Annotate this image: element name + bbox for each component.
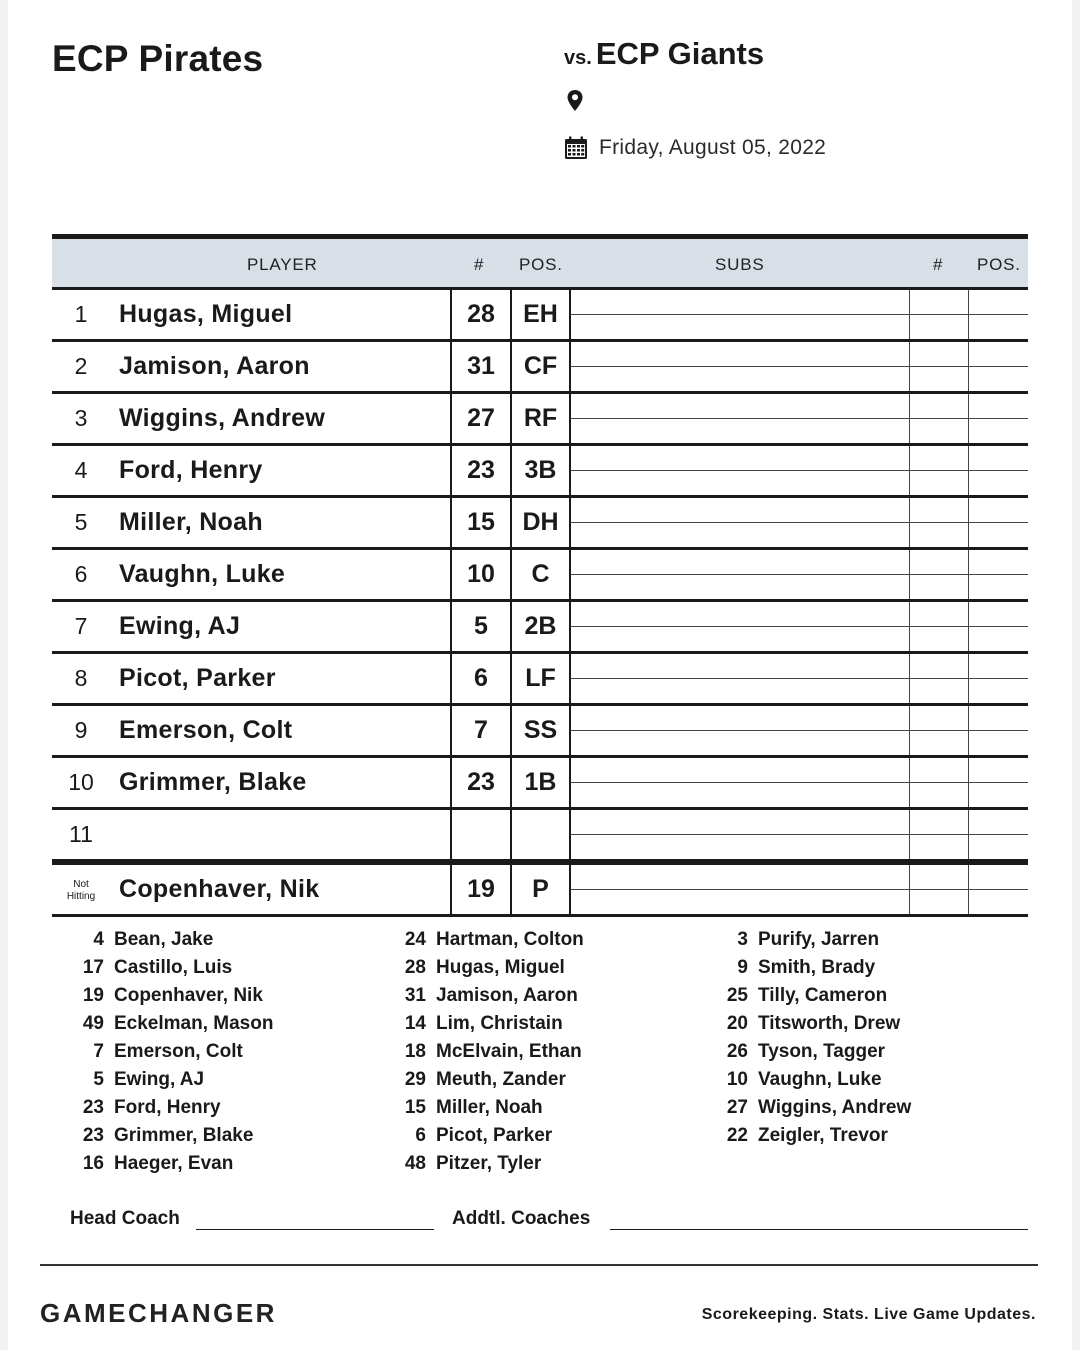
roster-item bbox=[374, 954, 584, 982]
player-name: Miller, Noah bbox=[119, 508, 263, 536]
roster-name: Lim, Christain bbox=[436, 1013, 563, 1034]
not-hitting-row bbox=[52, 862, 1028, 917]
player-number: 7 bbox=[474, 716, 488, 744]
roster-name: McElvain, Ethan bbox=[436, 1041, 582, 1062]
roster-name: Copenhaver, Nik bbox=[114, 985, 263, 1006]
roster-item bbox=[374, 1094, 584, 1122]
roster-name: Pitzer, Tyler bbox=[436, 1153, 542, 1174]
player-number: 28 bbox=[467, 300, 495, 328]
roster-name: Emerson, Colt bbox=[114, 1041, 243, 1062]
roster-item bbox=[52, 982, 273, 1010]
batting-order: 7 bbox=[74, 613, 88, 639]
roster-item bbox=[696, 1066, 911, 1094]
player-name: Wiggins, Andrew bbox=[119, 404, 326, 432]
opponent-heading bbox=[564, 36, 764, 72]
roster-name: Eckelman, Mason bbox=[114, 1013, 274, 1034]
header-number: # bbox=[474, 255, 485, 274]
player-name: Copenhaver, Nik bbox=[119, 875, 320, 903]
roster-column-1 bbox=[52, 926, 273, 1178]
roster-name: Purify, Jarren bbox=[758, 929, 880, 950]
batting-order: 3 bbox=[74, 405, 88, 431]
roster-name: Haeger, Evan bbox=[114, 1153, 234, 1174]
roster-item bbox=[52, 954, 273, 982]
roster-name: Picot, Parker bbox=[436, 1125, 553, 1146]
player-position: C bbox=[531, 560, 550, 588]
roster-name: Tyson, Tagger bbox=[758, 1041, 886, 1062]
player-number: 31 bbox=[467, 352, 495, 380]
player-position: SS bbox=[523, 716, 558, 744]
player-number: 5 bbox=[474, 612, 488, 640]
roster-number: 10 bbox=[726, 1069, 748, 1090]
player-position: 3B bbox=[524, 456, 557, 484]
lineup-row bbox=[52, 446, 1028, 498]
roster-number: 4 bbox=[93, 929, 104, 950]
batting-order: 8 bbox=[74, 665, 88, 691]
roster-number: 20 bbox=[726, 1013, 748, 1034]
roster-item bbox=[52, 1066, 273, 1094]
roster-name: Hugas, Miguel bbox=[436, 957, 565, 978]
player-position: DH bbox=[522, 508, 559, 536]
roster-item bbox=[52, 1010, 273, 1038]
roster-name: Bean, Jake bbox=[114, 929, 214, 950]
tagline: Scorekeeping. Stats. Live Game Updates. bbox=[701, 1306, 1036, 1323]
player-number: 6 bbox=[474, 664, 488, 692]
roster-number: 7 bbox=[93, 1041, 104, 1062]
addtl-coaches-line bbox=[610, 1229, 1028, 1230]
player-name: Picot, Parker bbox=[119, 664, 276, 692]
roster-item bbox=[52, 926, 273, 954]
player-name: Hugas, Miguel bbox=[119, 300, 293, 328]
calendar-icon bbox=[564, 136, 588, 160]
roster-name: Smith, Brady bbox=[758, 957, 876, 978]
date-row bbox=[564, 136, 826, 160]
batting-order: 9 bbox=[74, 717, 88, 743]
batting-order: 1 bbox=[74, 301, 88, 327]
roster-column-2 bbox=[374, 926, 584, 1178]
roster-item bbox=[696, 1038, 911, 1066]
roster-number: 27 bbox=[726, 1097, 748, 1118]
player-position: P bbox=[532, 875, 549, 903]
player-name: Vaughn, Luke bbox=[119, 560, 286, 588]
roster-number: 5 bbox=[93, 1069, 104, 1090]
roster-item bbox=[374, 1122, 584, 1150]
roster-name: Zeigler, Trevor bbox=[758, 1125, 888, 1146]
lineup-row bbox=[52, 758, 1028, 810]
header-sub-number: # bbox=[933, 255, 944, 274]
roster-item bbox=[696, 1010, 911, 1038]
roster-number: 28 bbox=[404, 957, 426, 978]
roster-column-3 bbox=[696, 926, 911, 1150]
vs-label: vs. bbox=[564, 47, 592, 69]
player-position: EH bbox=[523, 300, 558, 328]
roster-number: 15 bbox=[404, 1097, 426, 1118]
header-sub-position: POS. bbox=[977, 255, 1021, 274]
roster-item bbox=[374, 1150, 584, 1178]
roster-number: 9 bbox=[737, 957, 748, 978]
roster-item bbox=[52, 1038, 273, 1066]
head-coach-line bbox=[196, 1229, 434, 1230]
lineup-row bbox=[52, 498, 1028, 550]
roster-number: 23 bbox=[82, 1125, 104, 1146]
team-title: ECP Pirates bbox=[52, 38, 264, 79]
roster-name: Ewing, AJ bbox=[114, 1069, 205, 1090]
roster-item bbox=[52, 1122, 273, 1150]
roster-number: 48 bbox=[404, 1153, 426, 1174]
roster-item bbox=[52, 1094, 273, 1122]
player-name: Grimmer, Blake bbox=[119, 768, 307, 796]
lineup-row bbox=[52, 394, 1028, 446]
roster-item bbox=[374, 1038, 584, 1066]
header-subs: SUBS bbox=[715, 255, 765, 274]
opponent-name: ECP Giants bbox=[595, 36, 765, 71]
player-position: 1B bbox=[524, 768, 557, 796]
player-name: Ewing, AJ bbox=[119, 612, 241, 640]
roster-name: Vaughn, Luke bbox=[758, 1069, 882, 1090]
roster-name: Titsworth, Drew bbox=[758, 1013, 901, 1034]
roster-name: Miller, Noah bbox=[436, 1097, 543, 1118]
lineup-row bbox=[52, 654, 1028, 706]
not-hitting-label: Not Hitting bbox=[66, 879, 96, 902]
player-number: 23 bbox=[467, 768, 495, 796]
roster-number: 24 bbox=[404, 929, 426, 950]
roster-item bbox=[696, 954, 911, 982]
batting-order: 10 bbox=[68, 769, 94, 795]
header-position: POS. bbox=[519, 255, 563, 274]
roster-name: Jamison, Aaron bbox=[436, 985, 578, 1006]
roster-item bbox=[696, 1122, 911, 1150]
lineup-table bbox=[52, 234, 1028, 917]
player-position: 2B bbox=[524, 612, 557, 640]
roster-name: Hartman, Colton bbox=[436, 929, 584, 950]
lineup-row bbox=[52, 550, 1028, 602]
addtl-coaches-label: Addtl. Coaches bbox=[452, 1208, 591, 1229]
lineup-row bbox=[52, 342, 1028, 394]
player-number: 19 bbox=[467, 875, 495, 903]
player-name: Emerson, Colt bbox=[119, 716, 293, 744]
roster-name: Wiggins, Andrew bbox=[758, 1097, 912, 1118]
roster-name: Ford, Henry bbox=[114, 1097, 221, 1118]
roster-item bbox=[696, 926, 911, 954]
player-position: CF bbox=[523, 352, 558, 380]
roster-number: 22 bbox=[726, 1125, 748, 1146]
header-player: PLAYER bbox=[247, 255, 318, 274]
roster-number: 31 bbox=[404, 985, 426, 1006]
roster-number: 49 bbox=[82, 1013, 104, 1034]
player-number: 15 bbox=[467, 508, 495, 536]
roster-item bbox=[374, 1066, 584, 1094]
player-name: Ford, Henry bbox=[119, 456, 263, 484]
player-position: RF bbox=[523, 404, 558, 432]
batting-order: 11 bbox=[69, 821, 93, 847]
brand-logo: GAMECHANGER bbox=[40, 1298, 277, 1328]
player-number: 23 bbox=[467, 456, 495, 484]
roster-item bbox=[696, 982, 911, 1010]
lineup-row bbox=[52, 706, 1028, 758]
lineup-row bbox=[52, 810, 1028, 862]
roster-number: 6 bbox=[415, 1125, 426, 1146]
roster-number: 29 bbox=[404, 1069, 426, 1090]
roster-name: Meuth, Zander bbox=[436, 1069, 566, 1090]
roster-number: 25 bbox=[726, 985, 748, 1006]
player-name: Jamison, Aaron bbox=[119, 352, 310, 380]
roster-number: 26 bbox=[726, 1041, 748, 1062]
batting-order: 6 bbox=[74, 561, 88, 587]
batting-order: 4 bbox=[74, 457, 88, 483]
table-header bbox=[52, 234, 1028, 290]
head-coach-label: Head Coach bbox=[70, 1208, 180, 1229]
location-pin-icon bbox=[566, 89, 584, 113]
roster-item bbox=[374, 982, 584, 1010]
batting-order: 5 bbox=[74, 509, 88, 535]
player-number: 10 bbox=[467, 560, 495, 588]
lineup-row bbox=[52, 290, 1028, 342]
roster-number: 16 bbox=[82, 1153, 104, 1174]
lineup-rows bbox=[52, 290, 1028, 862]
roster-number: 19 bbox=[82, 985, 104, 1006]
footer-divider bbox=[40, 1264, 1038, 1266]
roster-item bbox=[52, 1150, 273, 1178]
roster-number: 14 bbox=[404, 1013, 426, 1034]
roster-number: 3 bbox=[737, 929, 748, 950]
roster-item bbox=[696, 1094, 911, 1122]
roster-number: 17 bbox=[82, 957, 104, 978]
roster-item bbox=[374, 1010, 584, 1038]
roster-name: Tilly, Cameron bbox=[758, 985, 888, 1006]
lineup-row bbox=[52, 602, 1028, 654]
roster-item bbox=[374, 926, 584, 954]
roster-number: 23 bbox=[82, 1097, 104, 1118]
roster-name: Grimmer, Blake bbox=[114, 1125, 254, 1146]
roster-number: 18 bbox=[404, 1041, 426, 1062]
roster-name: Castillo, Luis bbox=[114, 957, 233, 978]
game-date: Friday, August 05, 2022 bbox=[599, 136, 827, 159]
batting-order: 2 bbox=[74, 353, 88, 379]
player-number: 27 bbox=[467, 404, 495, 432]
player-position: LF bbox=[525, 664, 556, 692]
